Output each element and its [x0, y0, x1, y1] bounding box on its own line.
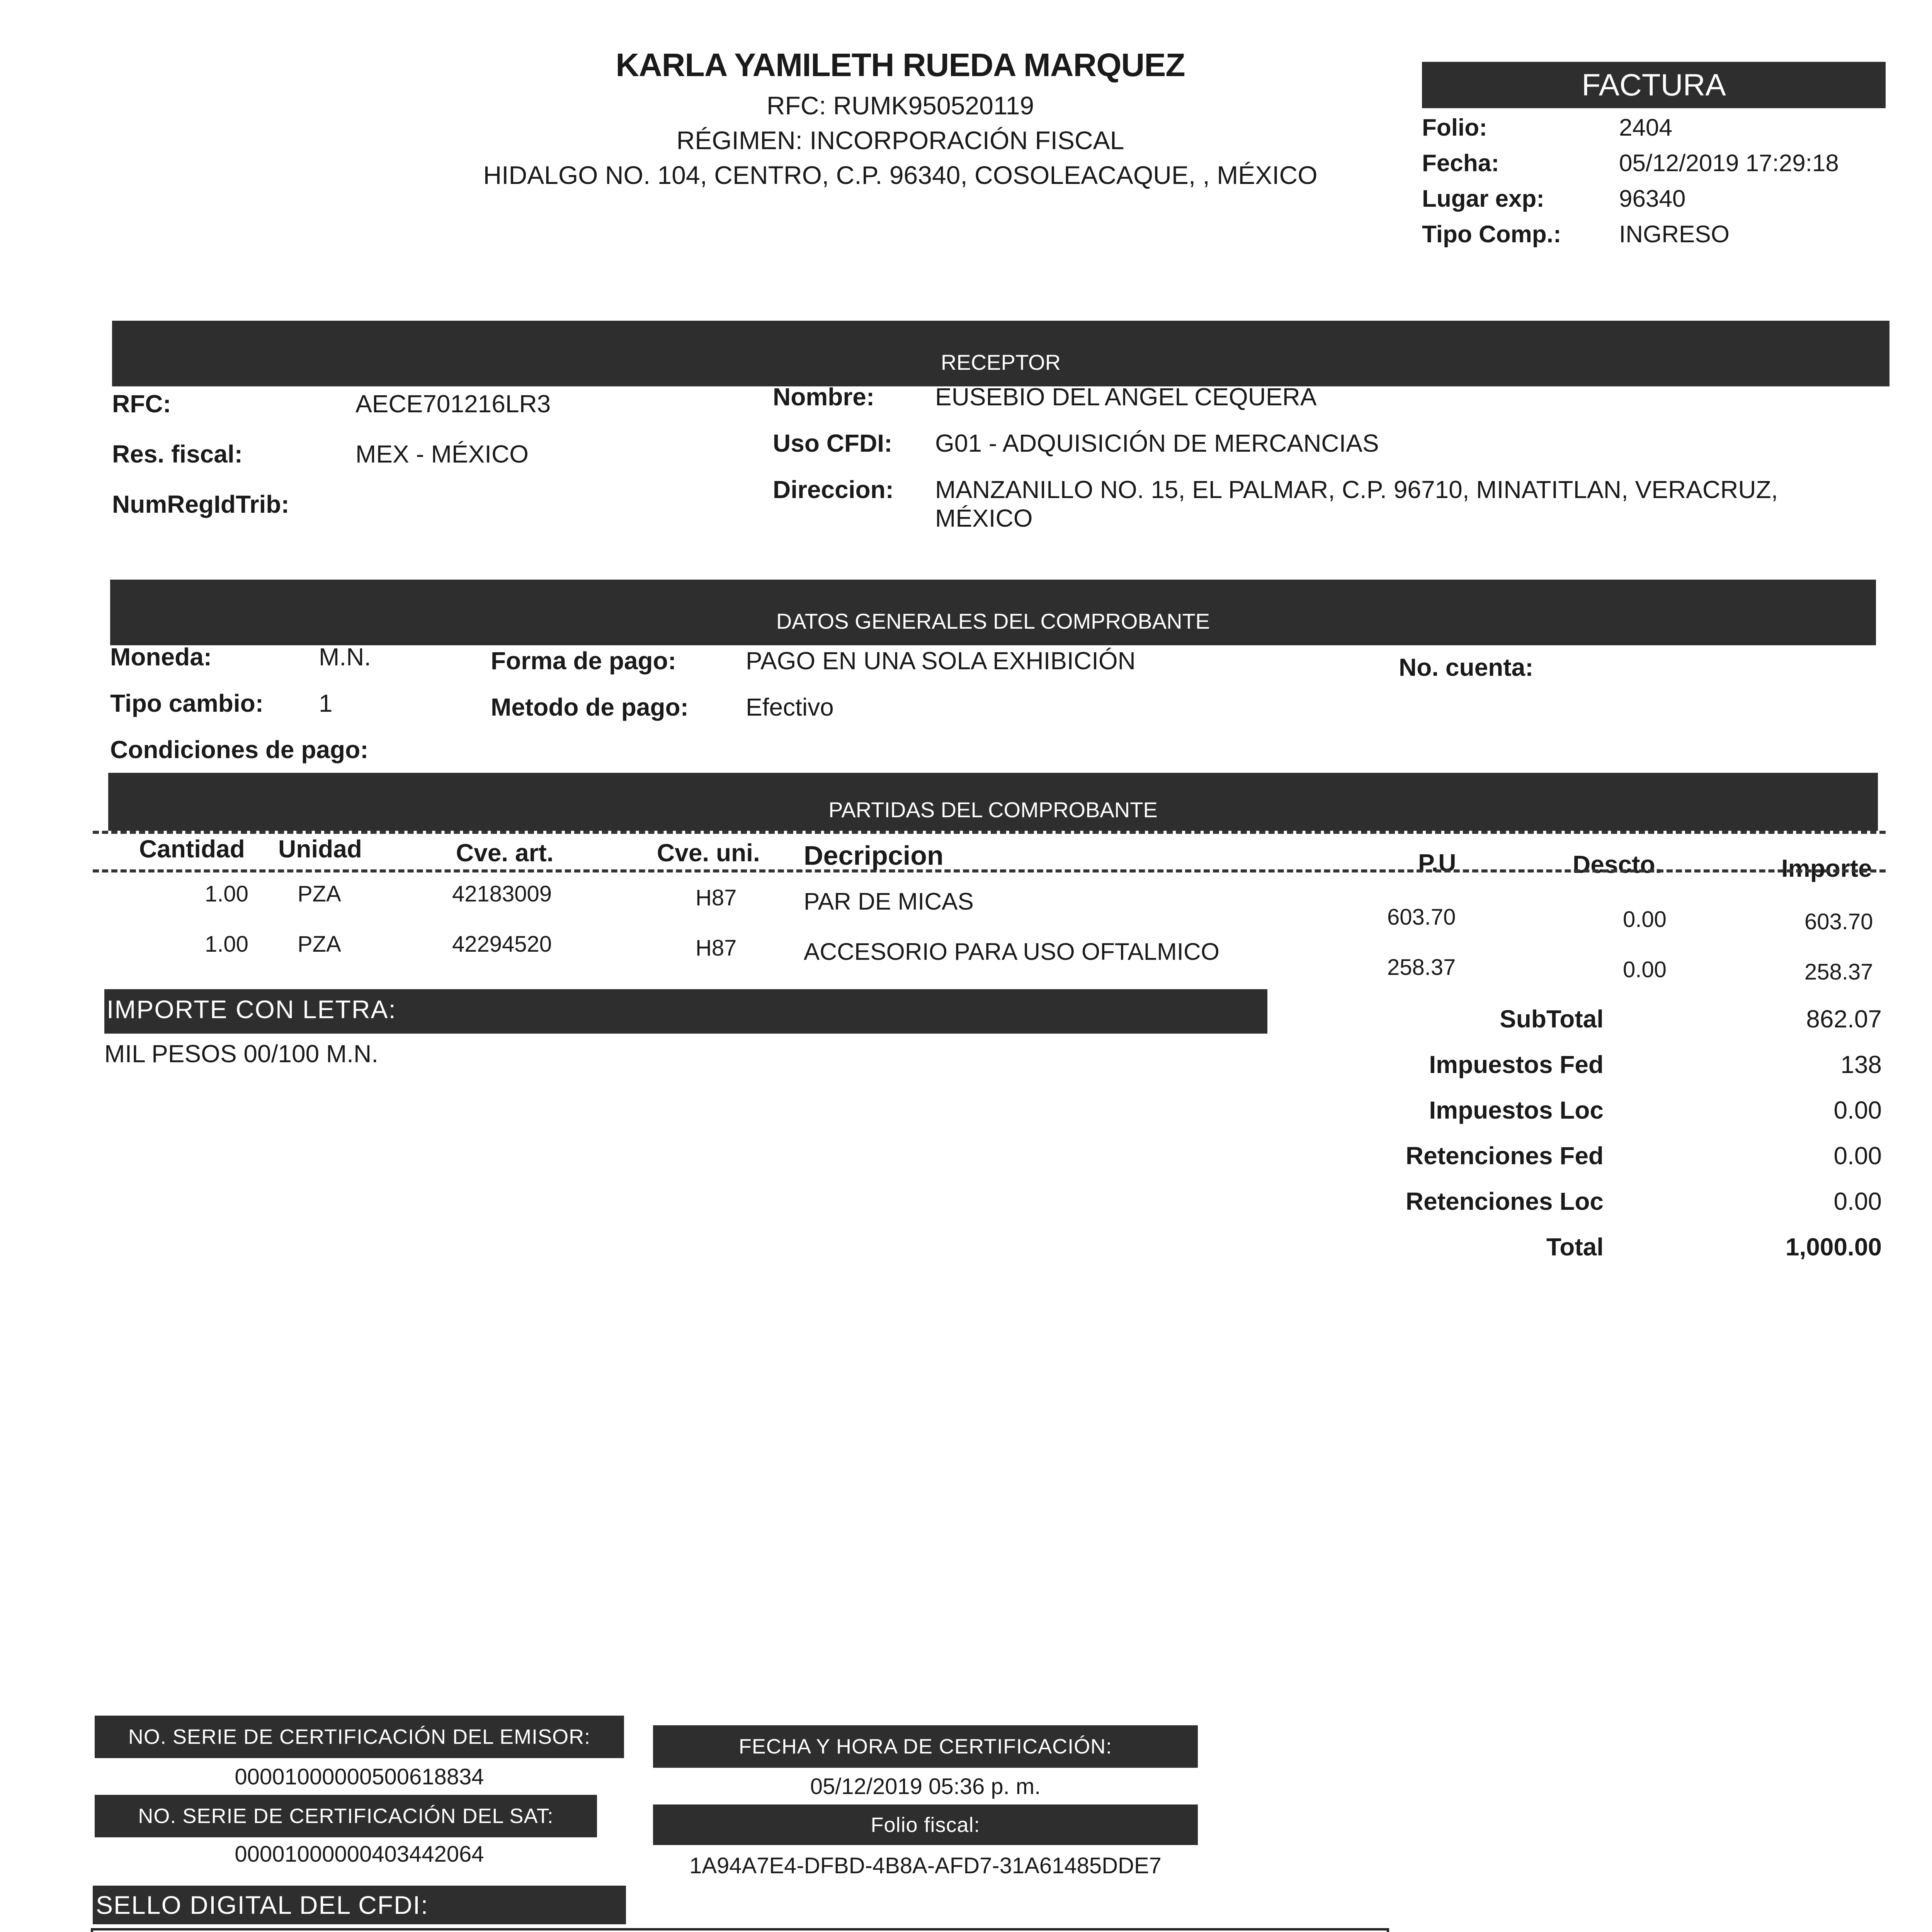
cert-folio-bar [653, 1804, 1198, 1845]
total-value-impfed: 138 [1840, 1051, 1882, 1078]
row2-descto: 0.00 [1623, 957, 1667, 982]
col-cantidad: Cantidad [139, 835, 245, 863]
row2-pu: 258.37 [1387, 955, 1456, 980]
cambio-value: 1 [319, 689, 333, 717]
row1-importe: 603.70 [1804, 909, 1873, 934]
general-left [110, 634, 371, 773]
factura-title-bar [1422, 62, 1886, 108]
receptor-right [773, 383, 1778, 532]
total-label-retloc: Retenciones Loc [1405, 1187, 1604, 1215]
factura-title: FACTURA [1582, 68, 1726, 102]
total-value-total: 1,000.00 [1785, 1233, 1882, 1261]
total-label-imploc: Impuestos Loc [1429, 1096, 1604, 1124]
receptor-rfc-label: RFC: [112, 390, 171, 418]
lugar-value: 96340 [1619, 185, 1686, 212]
col-unidad: Unidad [278, 835, 362, 863]
partidas-bar [108, 773, 1878, 831]
row2-cve-art: 42294520 [452, 932, 552, 957]
receptor-nombre-label: Nombre: [773, 383, 875, 411]
row1-cantidad: 1.00 [205, 881, 248, 906]
receptor-left [112, 379, 551, 529]
cert-fecha-bar [653, 1725, 1198, 1768]
total-value-retfed: 0.00 [1833, 1142, 1882, 1170]
total-label-total: Total [1546, 1233, 1604, 1261]
receptor-uso-label: Uso CFDI: [773, 429, 893, 457]
col-importe: Importe [1781, 854, 1872, 882]
issuer-name: KARLA YAMILETH RUEDA MARQUEZ [616, 47, 1185, 83]
total-value-subtotal: 862.07 [1806, 1005, 1882, 1033]
cert-sat-value: 00001000000403442064 [235, 1842, 484, 1867]
receptor-res-label: Res. fiscal: [112, 440, 243, 468]
fecha-label: Fecha: [1422, 150, 1499, 177]
general-mid [491, 638, 1136, 730]
cert-emisor-bar [95, 1716, 624, 1758]
row1-cve-art: 42183009 [452, 881, 552, 906]
forma-label: Forma de pago: [491, 647, 677, 675]
receptor-res: MEX - MÉXICO [355, 440, 529, 468]
moneda-value: M.N. [319, 643, 371, 671]
issuer-regime: RÉGIMEN: INCORPORACIÓN FISCAL [676, 126, 1124, 155]
issuer-rfc: RFC: RUMK950520119 [766, 91, 1034, 120]
row1-pu: 603.70 [1387, 905, 1456, 930]
receptor-uso: G01 - ADQUISICIÓN DE MERCANCIAS [935, 429, 1379, 457]
table-row [93, 931, 1886, 985]
folio-label: Folio: [1422, 114, 1487, 141]
row2-unidad: PZA [298, 932, 341, 957]
sello-cfdi-bar [93, 1886, 626, 1924]
cuenta-label: No. cuenta: [1399, 653, 1534, 681]
row2-cve-uni: H87 [696, 935, 737, 961]
table-header-rule [93, 869, 1886, 872]
cert-sat-bar [95, 1795, 597, 1837]
receptor-dir-label: Direccion: [773, 476, 894, 503]
row2-descripcion: ACCESORIO PARA USO OFTALMICO [804, 939, 1219, 965]
row1-descto: 0.00 [1623, 907, 1667, 932]
receptor-header: RECEPTOR [940, 350, 1061, 374]
folio-value: 2404 [1619, 114, 1672, 141]
cert-folio-value: 1A94A7E4-DFBD-4B8A-AFD7-31A61485DDE7 [689, 1853, 1162, 1878]
table-top-rule [93, 831, 1886, 834]
receptor-numreg-label: NumRegIdTrib: [112, 490, 289, 518]
cert-fecha-value: 05/12/2019 05:36 p. m. [810, 1774, 1041, 1799]
issuer-block [456, 46, 1345, 190]
letra-value: MIL PESOS 00/100 M.N. [104, 1040, 379, 1068]
totals-block [1352, 1005, 1886, 1278]
receptor-dir-line1: MANZANILLO NO. 15, EL PALMAR, C.P. 96710, MINATITLAN, VERACRUZ, [935, 476, 1778, 503]
letra-header: IMPORTE CON LETRA: [107, 995, 396, 1024]
forma-value: PAGO EN UNA SOLA EXHIBICIÓN [746, 647, 1136, 675]
receptor-dir-line2: MÉXICO [935, 504, 1033, 532]
condiciones-label: Condiciones de pago: [110, 736, 369, 764]
issuer-address: HIDALGO NO. 104, CENTRO, C.P. 96340, COSOLEACAQUE, , MÉXICO [483, 161, 1318, 189]
metodo-value: Efectivo [746, 693, 834, 721]
tipo-value: INGRESO [1619, 221, 1730, 248]
total-label-retfed: Retenciones Fed [1405, 1142, 1604, 1170]
table-row [93, 881, 1886, 934]
col-descto: Descto. [1573, 850, 1662, 878]
lugar-label: Lugar exp: [1422, 185, 1544, 212]
row2-importe: 258.37 [1804, 959, 1873, 985]
receptor-nombre: EUSEBIO DEL ANGEL CEQUERA [935, 383, 1317, 411]
invoice-info [1422, 110, 1924, 252]
tipo-label: Tipo Comp.: [1422, 221, 1561, 248]
col-descripcion: Decripcion [804, 840, 944, 871]
table-header [93, 835, 1886, 881]
total-label-subtotal: SubTotal [1500, 1005, 1604, 1033]
row1-cve-uni: H87 [696, 885, 737, 910]
general-header: DATOS GENERALES DEL COMPROBANTE [776, 609, 1210, 633]
total-label-impfed: Impuestos Fed [1429, 1051, 1604, 1078]
letra-bar [104, 989, 1267, 1034]
row1-unidad: PZA [298, 881, 341, 906]
total-value-imploc: 0.00 [1833, 1096, 1882, 1124]
metodo-label: Metodo de pago: [491, 693, 689, 721]
col-cve-art: Cve. art. [456, 839, 554, 867]
sello-cfdi-box [91, 1928, 1389, 1932]
cert-emisor-value: 00001000000500618834 [235, 1764, 484, 1789]
fecha-value: 05/12/2019 17:29:18 [1619, 150, 1839, 177]
row1-descripcion: PAR DE MICAS [804, 888, 974, 915]
general-bar [110, 580, 1876, 645]
receptor-rfc: AECE701216LR3 [355, 390, 551, 418]
sello-cfdi-header: SELLO DIGITAL DEL CFDI: [96, 1891, 429, 1919]
cert-fecha-header: FECHA Y HORA DE CERTIFICACIÓN: [738, 1735, 1112, 1758]
col-pu: P.U [1418, 849, 1456, 877]
cambio-label: Tipo cambio: [110, 689, 264, 717]
partidas-header: PARTIDAS DEL COMPROBANTE [828, 798, 1158, 822]
receptor-bar [112, 321, 1889, 386]
total-value-retloc: 0.00 [1833, 1187, 1882, 1215]
cert-emisor-header: NO. SERIE DE CERTIFICACIÓN DEL EMISOR: [128, 1725, 591, 1748]
cert-sat-header: NO. SERIE DE CERTIFICACIÓN DEL SAT: [138, 1804, 554, 1828]
row2-cantidad: 1.00 [205, 932, 248, 957]
cert-folio-header: Folio fiscal: [871, 1813, 980, 1837]
col-cve-uni: Cve. uni. [657, 839, 760, 867]
moneda-label: Moneda: [110, 643, 212, 671]
